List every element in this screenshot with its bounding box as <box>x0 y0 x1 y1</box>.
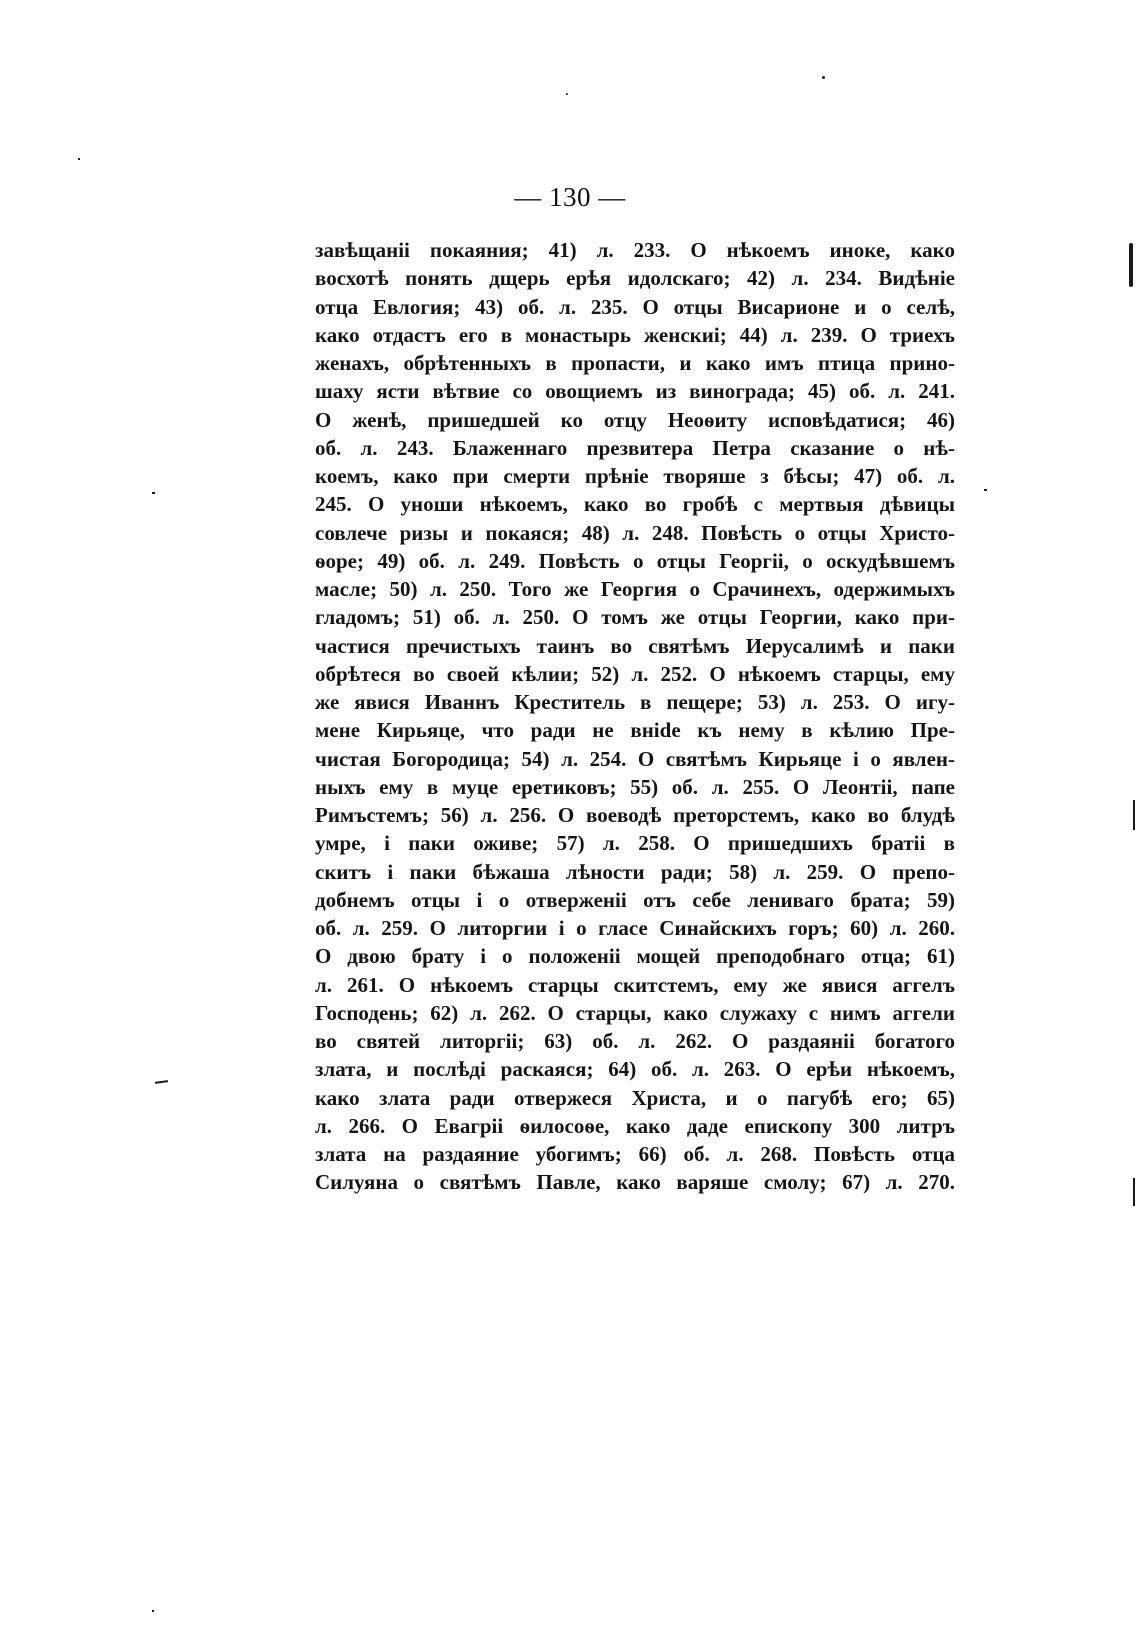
text-line: совлече ризы и покаяся; 48) л. 248. Повѣсть о отцы Христо- <box>315 520 955 545</box>
text-line: л. 266. О Евагрii ѳилосоѳе, како даде епископу 300 литръ <box>315 1113 955 1138</box>
text-line: восхотѣ понять дщерь ерѣя идолскаго; 42) л. 234. Видѣнiе <box>315 266 955 291</box>
text-line: скитъ i паки бѣжаша лѣности ради; 58) л. 259. О препо- <box>315 859 955 884</box>
text-line: коемъ, како при смерти прѣнiе творяше з бѣсы; 47) об. л. <box>315 464 955 488</box>
text-line: об. л. 259. О литоргии i о гласе Синайскихъ горъ; 60) л. 260. <box>315 916 955 940</box>
page-number: — 130 — <box>514 182 626 212</box>
text-line: же явися Иваннъ Креститель в пещере; 53) л. 253. О игу- <box>315 690 955 714</box>
text-line: О женѣ, пришедшей ко отцу Неоѳиту исповѣдатися; 46) <box>315 407 955 432</box>
text-line: умре, i паки оживе; 57) л. 258. О пришедшихъ братii в <box>315 831 955 856</box>
text-line: об. л. 243. Блаженнаго презвитера Петра сказание о нѣ- <box>315 435 955 460</box>
text-line: завѣщанii покаяния; 41) л. 233. О нѣкоемъ иноке, како <box>315 238 955 262</box>
scan-artifact-dot <box>78 158 80 160</box>
text-line: како отдастъ его в монастырь женскиi; 44) л. 239. О триехъ <box>315 322 955 347</box>
text-line: обрѣтеся во своей кѣлии; 52) л. 252. О нѣкоемъ старцы, ему <box>315 661 955 686</box>
text-line: отца Евлогия; 43) об. л. 235. О отцы Висарионе и о селѣ, <box>315 294 955 319</box>
scan-artifact-dot <box>566 93 568 95</box>
text-line: како злата ради отвержеся Христа, и о пагубѣ его; 65) <box>315 1085 955 1110</box>
text-line: л. 261. О нѣкоемъ старцы скитстемъ, ему же явися аггелъ <box>315 972 955 997</box>
text-line: злата, и послѣдi раскаяся; 64) об. л. 263. О ерѣи нѣкоемъ, <box>315 1057 955 1082</box>
text-line: Господень; 62) л. 262. О старцы, како служаху с нимъ аггели <box>315 1000 955 1025</box>
text-line: 245. О уноши нѣкоемъ, како во гробѣ с мертвыя дѣвицы <box>315 492 955 517</box>
text-line: шаху ясти вѣтвие со овощиемъ из винограда; 45) об. л. 241. <box>315 379 955 404</box>
text-line: ѳоре; 49) об. л. 249. Повѣсть о отцы Георгii, о оскудѣвшемъ <box>315 548 955 573</box>
scan-artifact-mark <box>1133 800 1135 830</box>
text-line: женахъ, обрѣтенныхъ в пропасти, и како имъ птица прино- <box>315 351 955 375</box>
text-line: мене Кирьяце, что ради не внide къ нему в кѣлию Пре- <box>315 718 955 743</box>
scan-artifact-dot <box>984 489 987 491</box>
body-text <box>315 236 955 1197</box>
text-line: масле; 50) л. 250. Того же Георгия о Срачинехъ, одержимыхъ <box>315 577 955 601</box>
text-line: О двою брату i о положенii мощей преподобнаго отца; 61) <box>315 944 955 969</box>
scan-artifact-mark <box>1133 1178 1135 1206</box>
text-line: во святей литоргii; 63) об. л. 262. О раздаянii богатого <box>315 1029 955 1053</box>
scan-artifact-mark <box>1129 243 1133 287</box>
text-line: частися пречистыхъ таинъ во святѣмъ Иерусалимѣ и паки <box>315 633 955 658</box>
text-line: добнемъ отцы i о отверженii отъ себе лениваго брата; 59) <box>315 887 955 912</box>
scan-artifact-dot <box>152 492 155 494</box>
text-line: злата на раздаяние убогимъ; 66) об. л. 268. Повѣсть отца <box>315 1142 955 1166</box>
text-line: чистая Богородица; 54) л. 254. О святѣмъ Кирьяце i о явлен- <box>315 746 955 771</box>
text-line: гладомъ; 51) об. л. 250. О томъ же отцы Георгии, како при- <box>315 605 955 630</box>
text-line: ныхъ ему в муце еретиковъ; 55) об. л. 255. О Леонтii, папе <box>315 774 955 799</box>
text-line: Римъстемъ; 56) л. 256. О воеводѣ преторстемъ, како во блудѣ <box>315 803 955 827</box>
scan-artifact-dash <box>155 1080 168 1084</box>
text-line: Силуяна о святѣмъ Павле, како варяше смолу; 67) л. 270. <box>315 1170 955 1195</box>
scan-artifact-dot <box>152 1610 154 1612</box>
scan-artifact-dot <box>822 76 825 79</box>
